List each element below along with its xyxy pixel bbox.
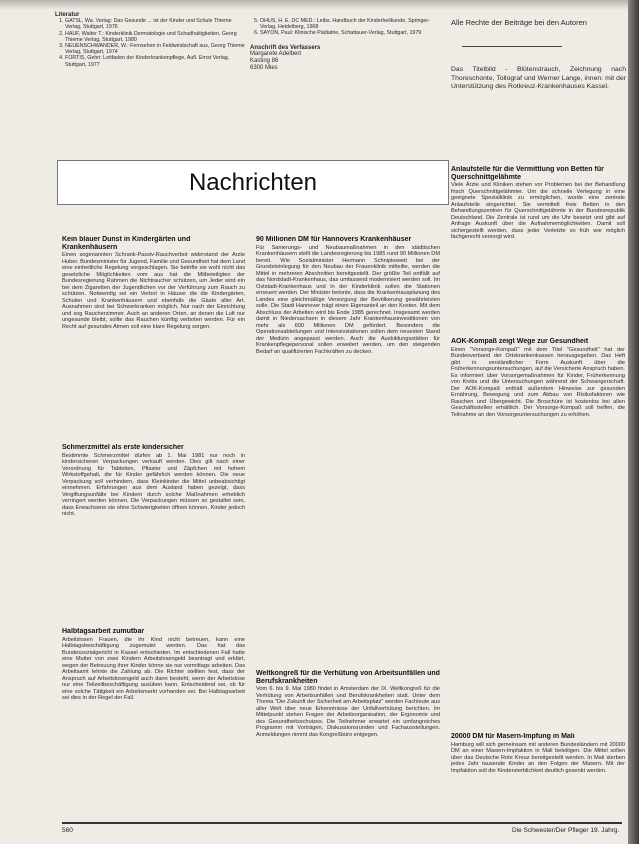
- article: [256, 670, 440, 816]
- scan-edge: [628, 0, 639, 844]
- literature-block-left: [55, 12, 245, 68]
- rights-line: Alle Rechte der Beiträge bei den Autoren: [451, 18, 587, 27]
- literature-item: 1. GATSL, Wa. Verlag: Das Gesunde ... ist der Kinder und Schule Thieme Verlag, Stuttgart, 1976: [65, 18, 245, 30]
- article-body: Einen sogenannten Schrank-Passiv-Rauchverbot widerstand der Arzte Huber. Bundesminister für Jugend, Familie und Gesundheit hat dem Land eine einheitliche Regelung vorgeschlagen. Sie betrifte sie wohl nicht das gesetzliche Möglichkeiten vom aus hat die Mitbeteiligten der Bundesregierung Rahmen die Nichtraucher schützen, um Jeder wird ein bei dem Zigaretten der Jugendlichen vor der Verführung zum Rauch zu schützen. Notwendig sei ein Verbot in Häuser die die Kindergärten, Schulen und Krankenhäusern und ebenfalls die Gäste aller Art. Ausnahmen sind bei Schwerkranken möglich. Nur nach der Einrichtung und sog Raucherzimmer. Auch an anderen Orten, an denen die Luft nur ungesunde bleibt, sollte das Rauchen künftig verboten werden. Für ein Recht auf gesundes Atmen soll eine klare Regelung sorgen.: [62, 252, 245, 330]
- article: [451, 733, 625, 815]
- photo-credit-block: [451, 66, 626, 92]
- article: [256, 236, 440, 566]
- article-title: 20000 DM für Masern-Impfung in Mali: [451, 733, 575, 740]
- article: [451, 338, 625, 610]
- literature-item: 2. HAUF, Walter T.: Kinderklinik Dermatologie und Schadhaltigkeiten, Georg Thieme Verlag, Stuttgart, 1980: [65, 31, 245, 43]
- article-title: 90 Millionen DM für Hannovers Krankenhäuser: [256, 236, 412, 243]
- literature-item: 5. OHUS, H. E. DC MED.: Leibs. Handbuch der Kinderheilkunde, Springer-Verlag, Heidelberg, 1968: [260, 18, 440, 30]
- footer-rule: [62, 822, 622, 824]
- page-number: 560: [62, 827, 73, 834]
- rights-block: [451, 18, 626, 27]
- article-title: Weltkongreß für die Verhütung von Arbeitsunfällen und Berufskrankheiten: [256, 670, 440, 685]
- photo-credit: Das Titelbild - Blütenstrauch, Zeichnung nach Thoreschonte, Tollograf und Werner Lange, innen: mit der Unterstützung des Rotkreuz-Krankenhauses Kassel.: [451, 66, 626, 90]
- article-body: Hamburg will sich gemeinsam mit anderen Bundesländern mit 20000 DM an einer Masern-Impfaktion in Mali beteiligen. Die Mittel sollen über das Deutsche Rote Kreuz bereitgestellt werden. In Mali sterben jedes Jahr tausende Kinder an den Folgen der Masern. Mit der Impfaktion soll die Kindersterblichkeit deutlich gesenkt werden.: [451, 741, 625, 774]
- article: [62, 628, 245, 814]
- address-line: Kasting 86: [250, 57, 279, 64]
- scan-shadow: [0, 0, 628, 10]
- literature-item: 6. SAYON, Paul: Klinische Pädiatrie, Schattauer-Verlag, Stuttgart, 1979: [260, 30, 440, 36]
- article-body: Arbeitslosen Frauen, die ihr Kind nicht betreuen, kann eine Halbtagsbeschäftigung zugemutet werden. Das hat das Bundessozialgericht in Kassel entschieden. Im entschiedenen Fall hatte eine Mutter von zwei Kindern Arbeitslosengeld beantragt und erklärt, wegen der Betreuung ihrer Kinder könne sie nur vormittags arbeiten. Das Arbeitsamt lehnte die Zahlung ab. Die Richter stellten fest, dass der Anspruch auf Arbeitslosengeld auch dann besteht, wenn der Arbeitslose nur eine Teilzeitbeschäftigung ausüben kann. Entscheidend sei, ob für eine solche Tätigkeit ein Arbeitsmarkt vorhanden sei. Bei Halbtagsarbeit sei dies in der Regel der Fall.: [62, 636, 245, 702]
- article-body: Einen "Vorsorge-Kompaß" mit dem Titel "Gesundheit" hat der Bundesverband der Ortskrankenkassen herausgegeben. Das Heft gibt in verständlicher Form Auskunft über die Früherkennungsuntersuchungen, auf die Versicherte Anspruch haben. Es informiert über Vorsorgemaßnahmen für Kinder, Früherkennung von Krebs und die Untersuchungen während der Schwangerschaft. Der AOK-Kompaß enthält außerdem Hinweise zur gesunden Ernährung, Bewegung und zum Abbau von Risikofaktoren wie Rauchen und Übergewicht. Die Broschüre ist kostenlos bei allen Geschäftsstellen erhältlich. Der Vorsorge-Kompaß soll helfen, die Teilnahme an den Vorsorgeuntersuchungen zu erhöhen.: [451, 346, 625, 418]
- section-title: Nachrichten: [188, 169, 318, 196]
- address-heading: Anschrift des Verfassers: [250, 44, 321, 51]
- article-body: Vom 6. bis 9. Mai 1980 findet in Amsterdam der IX. Weltkongreß für die Verhütung von Arbeitsunfällen und Berufskrankheiten statt. Unter dem Thema "Die Zukunft der Sicherheit am Arbeitsplatz" werden Fachleute aus aller Welt über neue Erkenntnisse der Unfallverhütung berichten. Im Mittelpunkt stehen Fragen der Arbeitsorganisation, der Ergonomie und des Gesundheitsschutzes. Die Teilnehmer erwartet ein umfangreiches Programm mit Vorträgen, Diskussionsrunden und Fachausstellungen. Anmeldungen nimmt das Kongreßbüro entgegen.: [256, 686, 440, 738]
- address-line: Margarete Adelbert: [250, 50, 302, 57]
- literature-list-right: [250, 18, 440, 37]
- journal-name: Die Schwester/Der Pfleger 19. Jahrg.: [512, 827, 620, 834]
- article: [62, 444, 245, 582]
- article-body: Viele Ärzte und Kliniken stehen vor Problemen bei der Behandlung frisch Querschnittgelähmter. Um die schnelle Verlegung in eine geeignete Spezialklinik zu ermöglichen, wurde eine zentrale Anlaufstelle eingerichtet. Sie vermittelt freie Betten in den Behandlungszentren für Querschnittgelähmte in der Bundesrepublik Deutschland. Die Zentrale ist rund um die Uhr besetzt und gibt auf Anfrage Auskunft über die Aufnahmemöglichkeiten. Damit soll sichergestellt werden, dass jeder Verletzte so früh wie möglich fachgerecht versorgt wird.: [451, 182, 625, 241]
- article-title: AOK-Kompaß zeigt Wege zur Gesundheit: [451, 338, 589, 345]
- article-body: Bestimmte Schmerzmittel dürfen ab 1. Mai 1981 nur noch in kindersicheren Verpackungen verkauft werden. Dies gilt nach einer Verordnung für Tabletten, Pflaster und Zäpfchen mit hohem Wirkstoffgehalt, die für Kinder gefährlich werden können. Die neue Verpackung soll verhindern, dass Kleinkinder die Mittel unbeabsichtigt einnehmen. Erfahrungen aus dem Ausland haben gezeigt, dass Vergiftungsunfälle bei Kindern durch solche Maßnahmen erheblich verringert werden können. Die Verpackungen müssen so gestaltet sein, dass Erwachsene sie ohne Schwierigkeiten öffnen können, Kinder jedoch nicht.: [62, 452, 245, 518]
- literature-item: 4. FORTIS, Gehri: Leitfaden der Kinderkrankenpflege, Aufl. Ernst Verlag, Stuttgart, 1977: [65, 55, 245, 67]
- literature-item: 3. NEUENSCHWANDER, W.: Fernsehen in Feldwindschaft aus, Georg Thieme Verlag, Stuttgart, 1974: [65, 43, 245, 55]
- section-banner: [57, 160, 449, 205]
- article-body: Für Sanierungs- und Neubaumaßnahmen in den städtischen Krankenhäusern stellt die Landesregierung bis 1985 rund 90 Millionen DM bereit. Wie Sozialminister Hermann Schnipkoweit bei der Grundsteinlegung für den Neubau der Frauenklinik mitteilte, werden die Mittel in mehreren Abschnitten bereitgestellt. Der größte Teil entfällt auf das Nordstadt-Krankenhaus, das umfassend modernisiert werden soll. Im Oststadt-Krankenhaus und in der Kinderklinik sollen die Stationen erneuert werden. Der Minister betonte, dass die Krankenhausplanung des Landes eine gleichmäßige Versorgung der Bevölkerung gewährleisten solle. Die Stadt Hannover trägt einen Eigenanteil an den Kosten. Mit dem Abschluss der Arbeiten wird bis Ende 1985 gerechnet. Insgesamt werden damit in Niedersachsen in diesem Jahr Krankenhausinvestitionen von mehr als 600 Millionen DM gefördert. Besonders die Operationsabteilungen und Intensivstationen sollen dem neuesten Stand der Medizin angepasst werden. Auch die Ausbildungsstätten für Krankenpflegepersonal sollen erweitert werden, um den steigenden Bedarf an qualifizierten Fachkräften zu decken.: [256, 244, 440, 355]
- literature-list-left: [55, 18, 245, 68]
- article-title: Schmerzmittel als erste kindersicher: [62, 444, 184, 451]
- address-line: 6300 Mies: [250, 64, 278, 71]
- article-title: Halbtagsarbeit zumutbar: [62, 628, 145, 635]
- rights-divider: [462, 46, 562, 47]
- article-title: Anlaufstelle für die Vermittlung von Betten für Querschnittgelähmte: [451, 166, 604, 181]
- literature-block-right: [250, 18, 440, 72]
- article-title: Kein blauer Dunst in Kindergärten und Krankenhäusern: [62, 236, 191, 251]
- article: [451, 166, 625, 328]
- article: [62, 236, 245, 422]
- literature-heading: Literatur: [55, 12, 80, 18]
